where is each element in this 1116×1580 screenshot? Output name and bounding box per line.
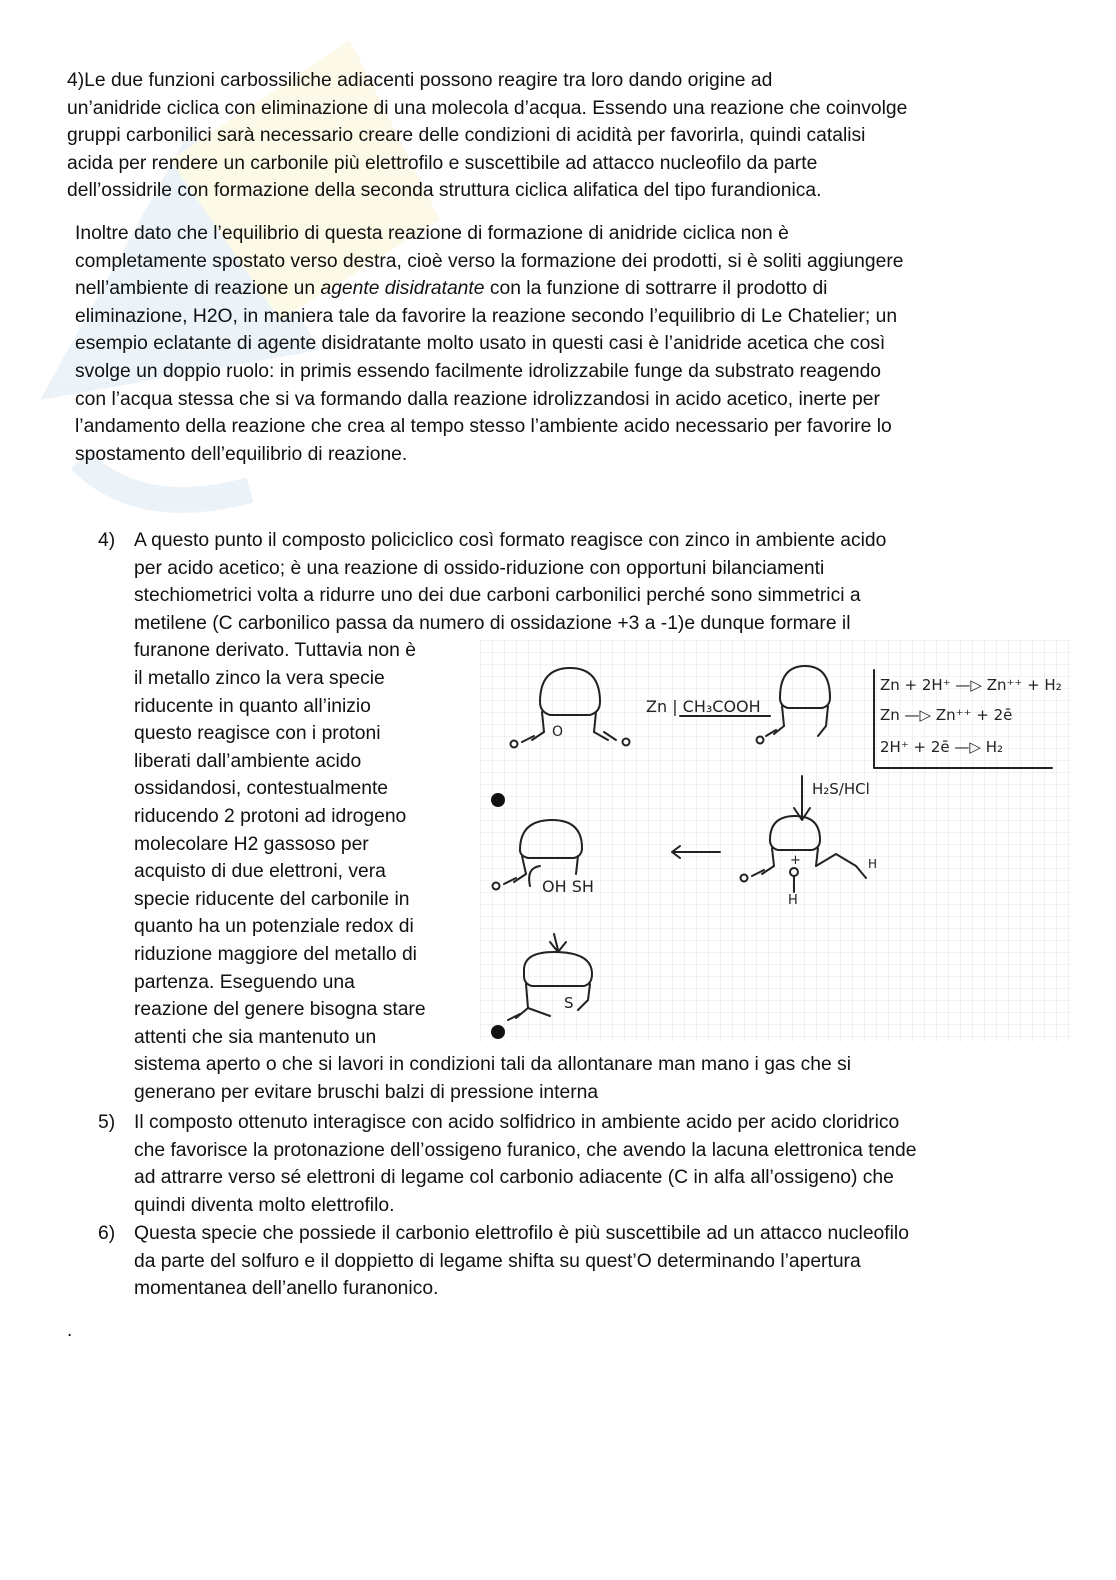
sh-h-label: H	[868, 857, 878, 871]
text-line: generano per evitare bruschi balzi di pressione interna	[134, 1081, 599, 1103]
text-line	[67, 275, 1052, 303]
text-line: riduzione maggiore del metallo di	[134, 943, 417, 965]
text-line: molecolare H2 gassoso per	[134, 833, 369, 855]
equation-3: 2H⁺ + 2ē —▷ H₂	[880, 738, 1003, 756]
text-line: da parte del solfuro e il doppietto di legame shifta su quest’O determinando l’apertura	[134, 1250, 861, 1272]
bullet-dot	[491, 1025, 505, 1039]
text-line: ossidandosi, contestualmente	[134, 778, 389, 800]
list-number: 6)	[98, 1223, 116, 1244]
text-line: acquisto di due elettroni, vera	[134, 861, 386, 883]
text-line: svolge un doppio ruolo: in primis essendo facilmente idrolizzabile funge da substrato reagendo	[75, 360, 882, 382]
plus-charge-label: +	[790, 853, 801, 868]
paragraph-anhydride-formation	[67, 67, 1052, 205]
list-item-body	[134, 1220, 909, 1303]
text-line: l’andamento della reazione che crea al tempo stesso l’ambiente acido necessario per favorire lo	[75, 416, 892, 438]
text-line: riducente in quanto all’inizio	[134, 695, 371, 717]
anhydride-oxygen-label: O	[552, 724, 564, 740]
proton-h-label: H	[788, 893, 798, 908]
text-line: ad attrarre verso sé elettroni di legame col carbonio adiacente (C in alfa all’ossigeno) che	[134, 1167, 894, 1189]
text-line: completamente spostato verso destra, cioè verso la formazione dei prodotti, si è soliti aggiungere	[75, 250, 904, 272]
text-line: A questo punto il composto policiclico così formato reagisce con zinco in ambiente acido	[134, 530, 887, 551]
text-line: riducendo 2 protoni ad idrogeno	[134, 805, 407, 827]
text-line: il metallo zinco la vera specie	[134, 667, 385, 689]
equation-2: Zn —▷ Zn⁺⁺ + 2ē	[880, 706, 1013, 724]
text-line: Questa specie che possiede il carbonio elettrofilo è più suscettibile ad un attacco nucleofilo	[134, 1223, 909, 1244]
text-line: spostamento dell’equilibrio di reazione.	[75, 443, 408, 465]
reagent-h2s-hcl-label: H₂S/HCl	[812, 780, 870, 798]
reagent-zn-acetic-label: Zn | CH₃COOH	[646, 697, 761, 716]
text-segment: nell’ambiente di reazione un	[75, 278, 321, 300]
list-item-body	[134, 1109, 916, 1219]
text-line: specie riducente del carbonile in	[134, 888, 410, 910]
text-line: per acido acetico; è una reazione di ossido-riduzione con opportuni bilanciamenti	[134, 557, 825, 579]
trailing-dot: .	[67, 1320, 73, 1341]
emphasis-agente-disidratante: agente disidratante	[320, 278, 485, 300]
text-line: reazione del genere bisogna stare	[134, 999, 426, 1021]
reaction-scheme-figure	[480, 640, 1070, 1042]
text-line: quindi diventa molto elettrofilo.	[134, 1194, 395, 1216]
text-line: stechiometrici volta a ridurre uno dei due carboni carbonilici perché sono simmetrici a	[134, 585, 861, 607]
text-line: 4)Le due funzioni carbossiliche adiacenti possono reagire tra loro dando origine ad	[67, 70, 773, 91]
text-line: attenti che sia mantenuto un	[134, 1026, 377, 1048]
list-number: 4)	[98, 530, 116, 551]
text-line: un’anidride ciclica con eliminazione di una molecola d’acqua. Essendo una reazione che coinvolge	[67, 97, 908, 119]
paragraph-dehydrating-agent	[67, 220, 1052, 468]
text-line: esempio eclatante di agente disidratante molto usato in questi casi è l’anidride acetica che così	[75, 333, 886, 355]
bullet-dot	[491, 793, 505, 807]
equation-1: Zn + 2H⁺ —▷ Zn⁺⁺ + H₂	[880, 676, 1062, 694]
text-line: dell’ossidrile con formazione della seconda struttura ciclica alifatica del tipo furandionica.	[67, 180, 822, 202]
text-line: gruppi carbonilici sarà necessario creare delle condizioni di acidità per favorirla, quindi catalisi	[67, 125, 866, 147]
text-line: metilene (C carbonilico passa da numero di ossidazione +3 a -1)e dunque formare il	[134, 612, 851, 634]
text-line: Inoltre dato che l’equilibrio di questa reazione di formazione di anidride ciclica non è	[75, 223, 789, 244]
text-line: partenza. Eseguendo una	[134, 971, 355, 993]
sulfur-label: S	[564, 994, 574, 1012]
text-line: acida per rendere un carbonile più elettrofilo e suscettibile ad attacco nucleofilo da parte	[67, 152, 818, 174]
text-line: momentanea dell’anello furanonico.	[134, 1278, 439, 1300]
text-line: Il composto ottenuto interagisce con acido solfidrico in ambiente acido per acido cloridrico	[134, 1112, 900, 1133]
text-line: furanone derivato. Tuttavia non è	[134, 640, 416, 662]
grid-paper	[480, 640, 1070, 1042]
text-segment: con la funzione di sottrarre il prodotto di	[484, 278, 828, 300]
list-number: 5)	[98, 1112, 116, 1133]
text-line: liberati dall’ambiente acido	[134, 750, 362, 772]
text-line: eliminazione, H2O, in maniera tale da favorire la reazione secondo l’equilibrio di Le Chatelier; un	[75, 305, 898, 327]
text-line: questo reagisce con i protoni	[134, 723, 381, 745]
text-line: sistema aperto o che si lavori in condizioni tali da allontanare man mano i gas che si	[134, 1054, 852, 1076]
text-line: quanto ha un potenziale redox di	[134, 916, 414, 938]
text-line: con l’acqua stessa che si va formando dalla reazione idrolizzandosi in acido acetico, inerte per	[75, 388, 880, 410]
oh-sh-label: OH SH	[542, 877, 594, 896]
text-line: che favorisce la protonazione dell’ossigeno furanico, che avendo la lacuna elettronica tende	[134, 1139, 917, 1161]
